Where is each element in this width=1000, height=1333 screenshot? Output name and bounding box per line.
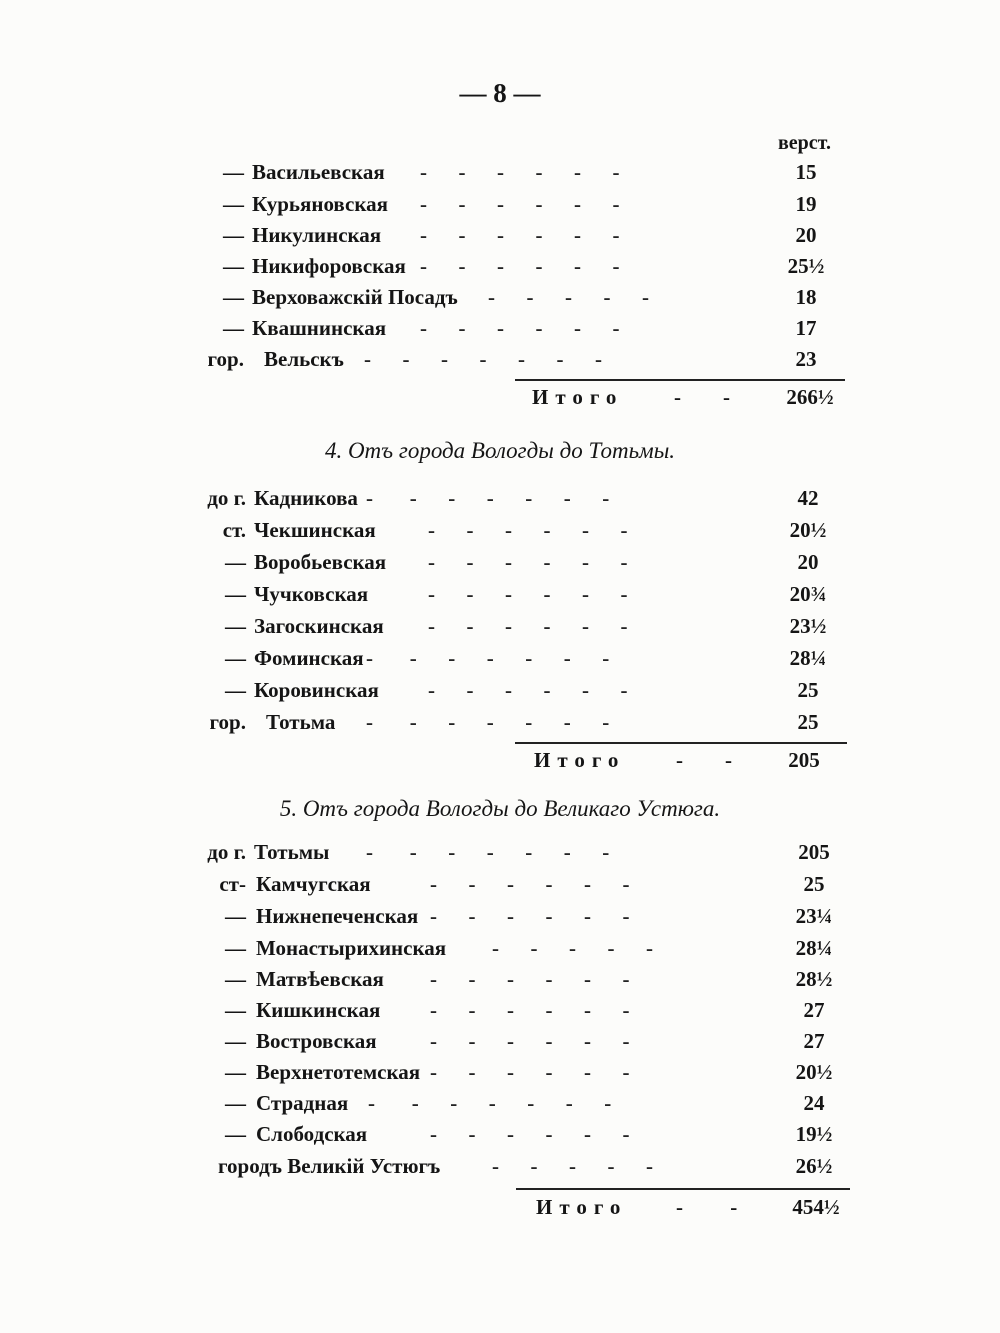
distance-value: 25	[797, 710, 819, 734]
sum-rule	[516, 1188, 850, 1190]
station-name: Никулинская	[252, 223, 382, 247]
table-row	[0, 678, 1000, 708]
distance-value: 25	[803, 872, 825, 896]
station-name: Монастырихинская	[256, 936, 447, 960]
distance-value: 27	[803, 1029, 825, 1053]
station-name: Вельскъ	[264, 347, 344, 371]
table-row	[0, 486, 1000, 516]
row-prefix: —	[225, 1122, 246, 1146]
total-row	[0, 748, 1000, 778]
total-value: 205	[788, 748, 820, 772]
dot-leaders: - - - - - -	[428, 518, 628, 542]
station-name: Фоминская	[254, 646, 364, 670]
distance-value: 17	[795, 316, 817, 340]
section-heading: 5. Отъ города Вологды до Великаго Устюга.	[279, 796, 721, 821]
table-row	[0, 872, 1000, 902]
row-prefix: —	[225, 614, 246, 638]
distance-value: 20	[797, 550, 819, 574]
row-prefix: гор.	[209, 710, 246, 734]
dot-leaders: - - - - - - -	[366, 486, 610, 510]
row-prefix: —	[225, 904, 246, 928]
row-prefix: —	[223, 285, 244, 309]
table-row	[0, 1029, 1000, 1059]
row-prefix: —	[225, 1029, 246, 1053]
row-prefix: —	[223, 316, 244, 340]
distance-value: 42	[797, 486, 819, 510]
distance-value: 23½	[789, 614, 827, 638]
dot-leaders: - - - - - -	[430, 1060, 630, 1084]
table-row	[0, 904, 1000, 934]
row-prefix: —	[225, 936, 246, 960]
total-dashes: - -	[676, 1195, 738, 1219]
unit-label: верст.	[778, 132, 831, 154]
row-prefix: —	[223, 160, 244, 184]
total-label: Итого	[532, 385, 624, 409]
dot-leaders: - - - - - -	[430, 1122, 630, 1146]
distance-value: 25	[797, 678, 819, 702]
row-prefix: —	[225, 646, 246, 670]
total-dashes: - -	[676, 748, 732, 772]
page-number: — 8 —	[459, 78, 541, 108]
station-name: Загоскинская	[254, 614, 384, 638]
table-row	[0, 192, 1000, 222]
dot-leaders: - - - - - -	[420, 160, 620, 184]
dot-leaders: - - - - - -	[430, 998, 630, 1022]
dot-leaders: - - - - - -	[428, 550, 628, 574]
station-name: Васильевская	[252, 160, 385, 184]
row-prefix: гор.	[207, 347, 244, 371]
dot-leaders: - - - - - -	[420, 223, 620, 247]
station-name: Камчугская	[256, 872, 371, 896]
distance-value: 28½	[795, 967, 833, 991]
dot-leaders: - - - - - -	[420, 254, 620, 278]
row-prefix: —	[223, 223, 244, 247]
table-row	[0, 1060, 1000, 1090]
table-row	[0, 1154, 1000, 1184]
table-row	[0, 550, 1000, 580]
total-value: 454½	[792, 1195, 840, 1219]
dot-leaders: - - - - - -	[420, 316, 620, 340]
row-prefix: —	[223, 192, 244, 216]
row-prefix: до г.	[207, 486, 246, 510]
dot-leaders: - - - - - -	[428, 678, 628, 702]
dot-leaders: - - - - -	[492, 936, 653, 960]
table-row	[0, 614, 1000, 644]
distance-value: 25½	[787, 254, 825, 278]
table-row	[0, 223, 1000, 253]
dot-leaders: - - - - - -	[430, 872, 630, 896]
station-name: Верховажскій Посадъ	[252, 285, 458, 309]
table-row	[0, 1091, 1000, 1121]
distance-value: 19	[795, 192, 817, 216]
distance-value: 24	[803, 1091, 825, 1115]
total-row	[0, 385, 1000, 415]
table-row	[0, 646, 1000, 676]
distance-value: 205	[798, 840, 830, 864]
station-name: Коровинская	[254, 678, 379, 702]
distance-value: 23¼	[795, 904, 833, 928]
total-label: Итого	[534, 748, 626, 772]
distance-value: 19½	[795, 1122, 833, 1146]
dot-leaders: - - - - - - -	[366, 646, 610, 670]
distance-value: 28¼	[795, 936, 833, 960]
row-prefix: —	[225, 967, 246, 991]
row-prefix: —	[225, 678, 246, 702]
station-name: Курьяновская	[252, 192, 388, 216]
row-prefix: до г.	[207, 840, 246, 864]
row-prefix: —	[225, 550, 246, 574]
total-row	[0, 1195, 1000, 1225]
station-name: Тотьма	[266, 710, 336, 734]
station-name: Чучковская	[254, 582, 369, 606]
section-heading: 4. Отъ города Вологды до Тотьмы.	[324, 438, 676, 463]
table-row	[0, 254, 1000, 284]
table-row	[0, 160, 1000, 190]
distance-value: 20½	[795, 1060, 833, 1084]
dot-leaders: - - - - - -	[428, 614, 628, 638]
table-row	[0, 1122, 1000, 1152]
table-row	[0, 518, 1000, 548]
station-name: Кадникова	[254, 486, 358, 510]
station-name: Воробьевская	[254, 550, 387, 574]
distance-value: 18	[795, 285, 817, 309]
table-row	[0, 936, 1000, 966]
dot-leaders: - - - - - -	[430, 1029, 630, 1053]
dot-leaders: - - - - - - -	[368, 1091, 612, 1115]
distance-value: 26½	[795, 1154, 833, 1178]
total-value: 266½	[786, 385, 834, 409]
station-name: Чекшинская	[254, 518, 376, 542]
dot-leaders: - - - - -	[488, 285, 649, 309]
distance-value: 15	[795, 160, 817, 184]
row-prefix: ст.	[222, 518, 246, 542]
distance-value: 27	[803, 998, 825, 1022]
station-name: Тотьмы	[254, 840, 330, 864]
dot-leaders: - - - - - - -	[364, 347, 602, 371]
station-name: Квашнинская	[252, 316, 387, 340]
table-row	[0, 582, 1000, 612]
row-prefix: —	[223, 254, 244, 278]
distance-value: 28¼	[789, 646, 827, 670]
table-row	[0, 998, 1000, 1028]
row-prefix: —	[225, 998, 246, 1022]
total-label: Итого	[536, 1195, 628, 1219]
dot-leaders: - - - - - -	[430, 904, 630, 928]
station-name: Матвѣевская	[256, 967, 384, 991]
table-row	[0, 316, 1000, 346]
station-name: Слободская	[256, 1122, 368, 1146]
station-name: Кишкинская	[256, 998, 381, 1022]
table-row	[0, 967, 1000, 997]
distance-value: 20½	[789, 518, 827, 542]
station-name: Верхнетотемская	[256, 1060, 421, 1084]
distance-value: 20¾	[789, 582, 827, 606]
row-prefix: ст-	[219, 872, 246, 896]
row-prefix: —	[225, 1091, 246, 1115]
sum-rule	[515, 379, 845, 381]
table-row	[0, 840, 1000, 870]
station-name: Нижнепеченская	[256, 904, 419, 928]
dot-leaders: - - - - - - -	[366, 840, 610, 864]
dot-leaders: - - - - -	[492, 1154, 653, 1178]
dot-leaders: - - - - - - -	[366, 710, 610, 734]
station-name: Страдная	[256, 1091, 349, 1115]
table-row	[0, 710, 1000, 740]
distance-value: 23	[795, 347, 817, 371]
total-dashes: - -	[674, 385, 730, 409]
row-prefix: —	[225, 1060, 246, 1084]
table-row	[0, 285, 1000, 315]
dot-leaders: - - - - - -	[430, 967, 630, 991]
dot-leaders: - - - - - -	[420, 192, 620, 216]
distance-value: 20	[795, 223, 817, 247]
dot-leaders: - - - - - -	[428, 582, 628, 606]
station-name: городъ Великій Устюгъ	[218, 1154, 441, 1178]
station-name: Востровская	[256, 1029, 377, 1053]
table-row	[0, 347, 1000, 377]
row-prefix: —	[225, 582, 246, 606]
station-name: Никифоровская	[252, 254, 406, 278]
sum-rule	[515, 742, 847, 744]
